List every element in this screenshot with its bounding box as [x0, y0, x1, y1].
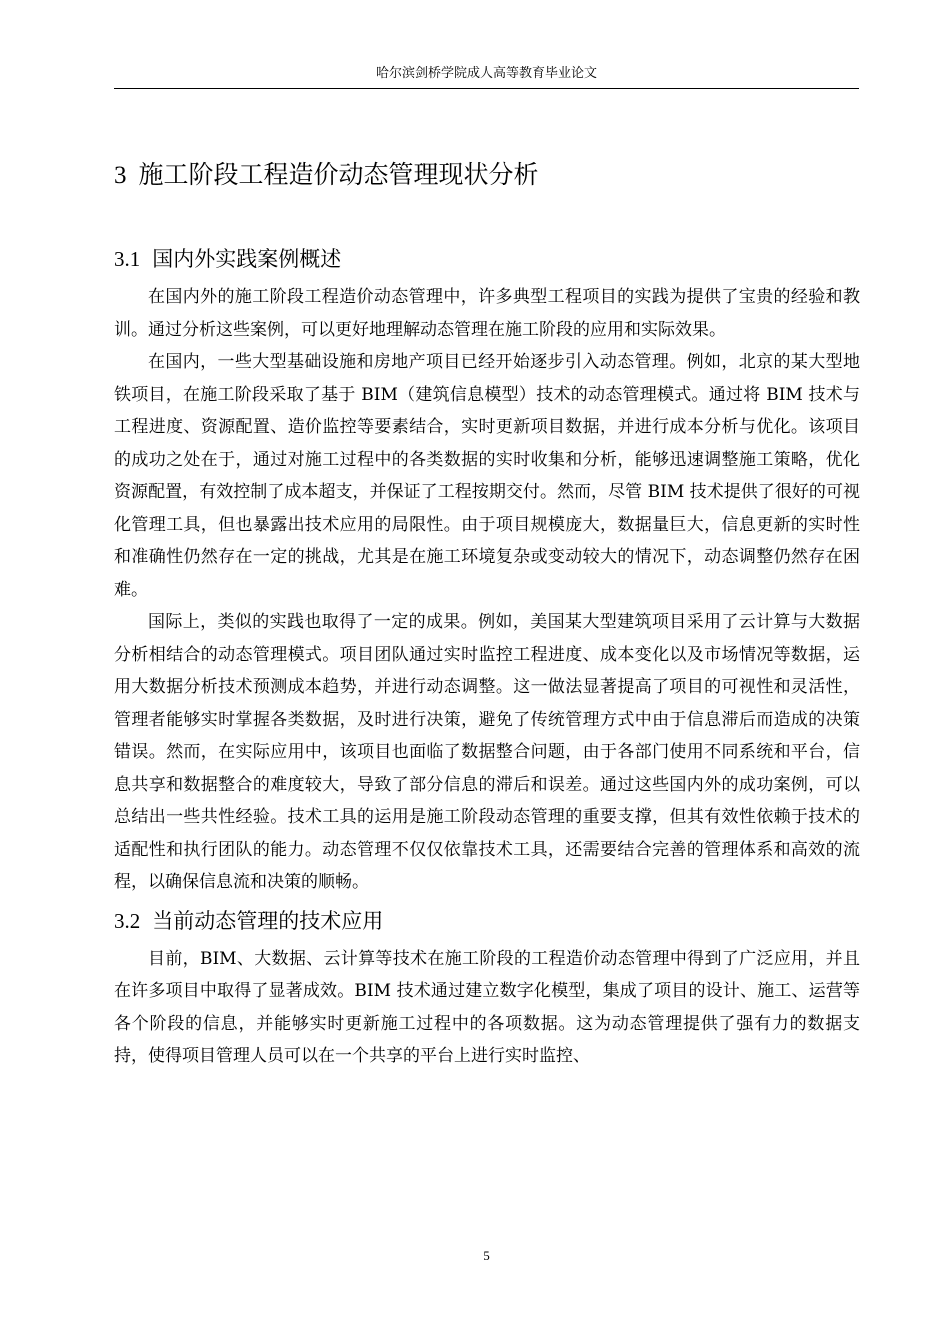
section-number: 3.2	[114, 908, 141, 933]
paragraph: 在国内外的施工阶段工程造价动态管理中，许多典型工程项目的实践为提供了宝贵的经验和教训。通过分析这些案例，可以更好地理解动态管理在施工阶段的应用和实际效果。	[114, 287, 860, 340]
paragraph: 目前，BIM、大数据、云计算等技术在施工阶段的工程造价动态管理中得到了广泛应用，并且在许多项目中取得了显著成效。BIM 技术通过建立数字化模型，集成了项目的设计、施工、运营等各个阶段的信息，并能够实时更新施工过程中的各项数据。这为动态管理提供了强有力的数据支持，使得项目管理人员可以在一个共享的平台上进行实时监控、	[114, 948, 860, 1066]
chapter-number: 3	[114, 162, 127, 189]
section-heading	[114, 899, 860, 943]
chapter-title: 施工阶段工程造价动态管理现状分析	[138, 160, 539, 189]
section-number: 3.1	[114, 247, 141, 271]
section-heading	[114, 237, 860, 281]
section-title: 国内外实践案例概述	[152, 247, 342, 271]
section-3-2	[114, 899, 860, 1073]
section-3-1	[114, 237, 860, 899]
page-body	[114, 150, 860, 1073]
chapter-heading	[114, 150, 860, 201]
running-header: 哈尔滨剑桥学院成人高等教育毕业论文	[375, 66, 597, 81]
page-number: 5	[483, 1248, 490, 1263]
section-title: 当前动态管理的技术应用	[152, 908, 384, 933]
header-rule	[114, 88, 859, 89]
paragraph: 在国内，一些大型基础设施和房地产项目已经开始逐步引入动态管理。例如，北京的某大型地铁项目，在施工阶段采取了基于 BIM（建筑信息模型）技术的动态管理模式。通过将 BIM 技术与工程进度、资源配置、造价监控等要素结合，实时更新项目数据，并进行成本分析与优化。该项目的成功之处在于，通过对施工过程中的各类数据的实时收集和分析，能够迅速调整施工策略，优化资源配置，有效控制了成本超支，并保证了工程按期交付。然而，尽管 BIM 技术提供了很好的可视化管理工具，但也暴露出技术应用的局限性。由于项目规模庞大，数据量巨大，信息更新的实时性和准确性仍然存在一定的挑战，尤其是在施工环境复杂或变动较大的情况下，动态调整仍然存在困难。	[114, 352, 860, 600]
paragraph: 国际上，类似的实践也取得了一定的成果。例如，美国某大型建筑项目采用了云计算与大数据分析相结合的动态管理模式。项目团队通过实时监控工程进度、成本变化以及市场情况等数据，运用大数据分析技术预测成本趋势，并进行动态调整。这一做法显著提高了项目的可视性和灵活性，管理者能够实时掌握各类数据，及时进行决策，避免了传统管理方式中由于信息滞后而造成的决策错误。然而，在实际应用中，该项目也面临了数据整合问题，由于各部门使用不同系统和平台，信息共享和数据整合的难度较大，导致了部分信息的滞后和误差。通过这些国内外的成功案例，可以总结出一些共性经验。技术工具的运用是施工阶段动态管理的重要支撑，但其有效性依赖于技术的适配性和执行团队的能力。动态管理不仅仅依靠技术工具，还需要结合完善的管理体系和高效的流程，以确保信息流和决策的顺畅。	[114, 612, 860, 892]
